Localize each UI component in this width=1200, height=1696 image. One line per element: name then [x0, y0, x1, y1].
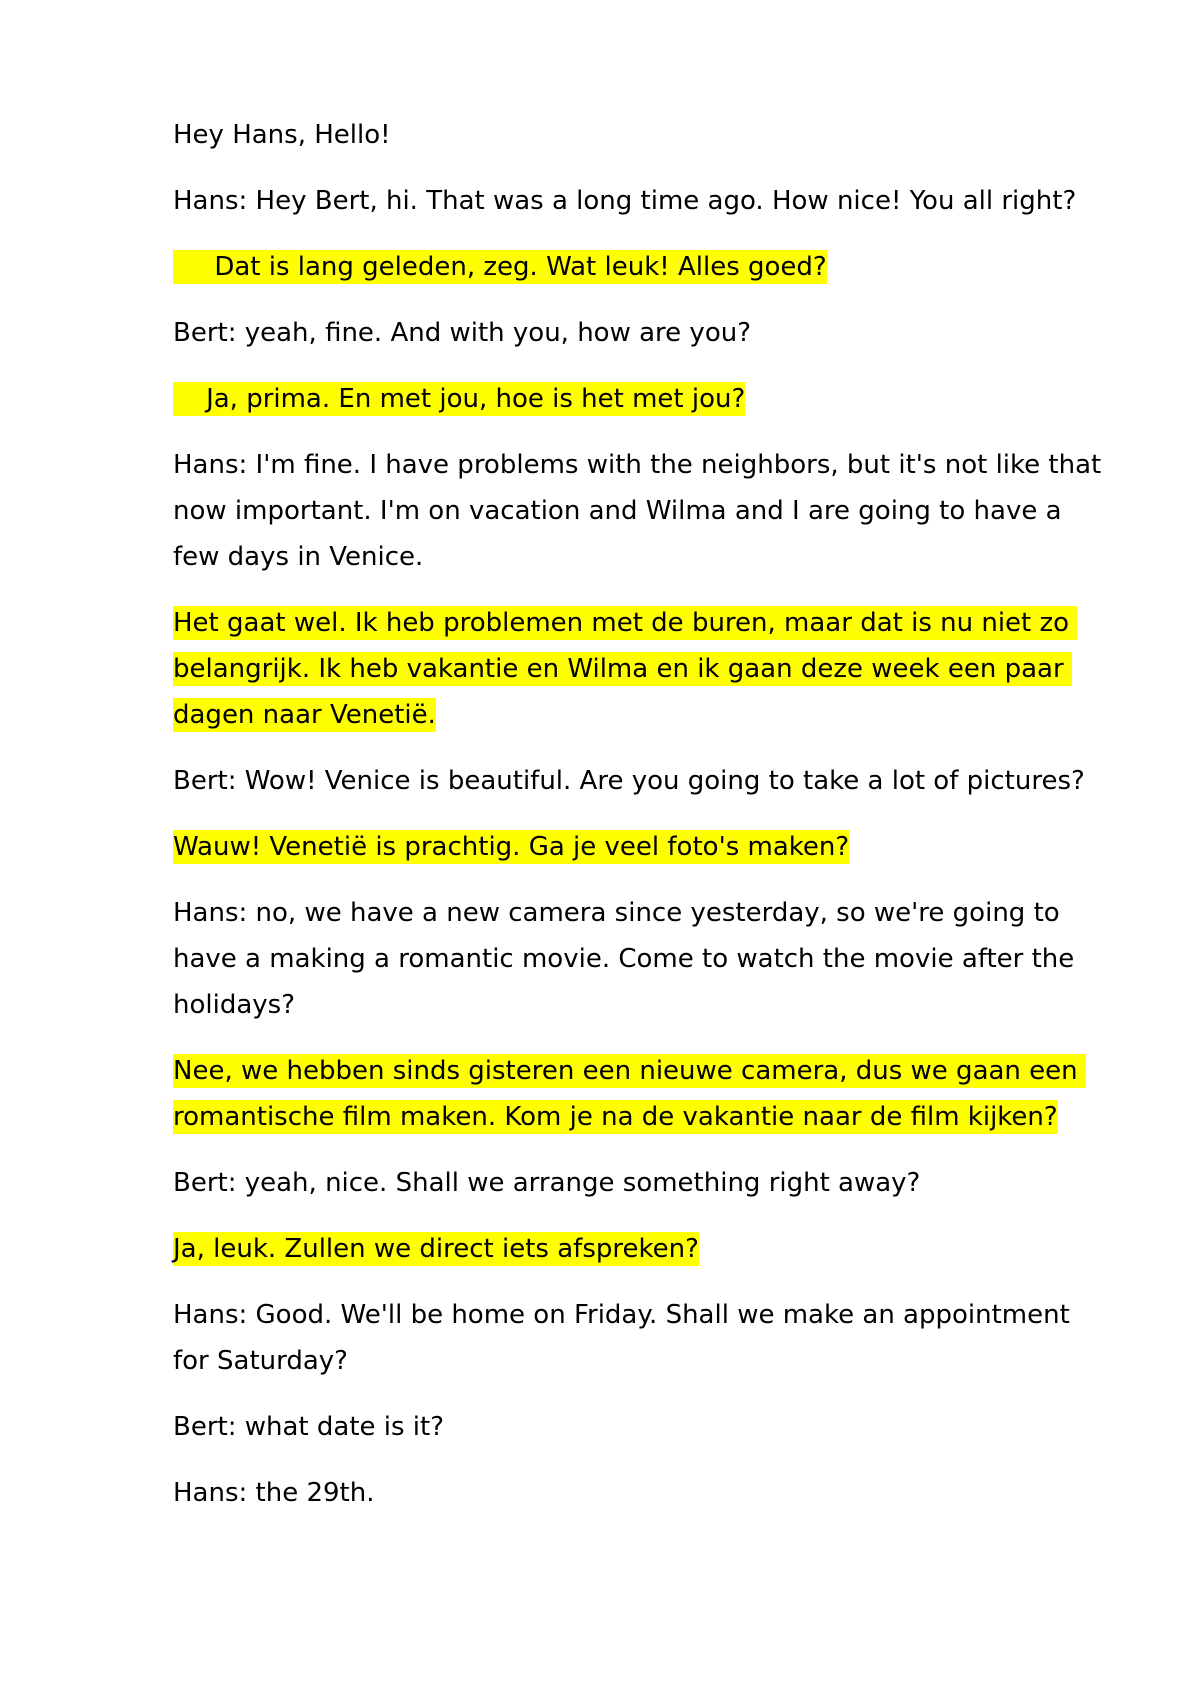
paragraph-english — [173, 442, 1113, 580]
paragraph-text: Hans: I'm fine. I have problems with the neighbors, but it's not like that now important. I'm on vacation and Wilma and I are going to have a few days in Venice. — [173, 450, 1110, 572]
highlighted-text: Dat is lang geleden, zeg. Wat leuk! Alles goed? — [173, 252, 827, 282]
paragraph-greeting — [173, 112, 1113, 158]
paragraph-text: Hans: no, we have a new camera since yesterday, so we're going to have a making a romantic movie. Come to watch the movie after the holidays? — [173, 898, 1083, 1020]
paragraph-english — [173, 178, 1113, 224]
paragraph-english — [173, 310, 1113, 356]
paragraph-english — [173, 1404, 1113, 1450]
paragraph-dutch-highlighted — [173, 1048, 1113, 1140]
paragraph-text: Hey Hans, Hello! — [173, 120, 391, 150]
paragraph-english — [173, 890, 1113, 1028]
paragraph-text: Hans: Hey Bert, hi. That was a long time ago. How nice! You all right? — [173, 186, 1077, 216]
paragraph-english — [173, 758, 1113, 804]
highlighted-text: Ja, prima. En met jou, hoe is het met jou? — [173, 384, 746, 414]
paragraph-text: Hans: Good. We'll be home on Friday. Shall we make an appointment for Saturday? — [173, 1300, 1079, 1376]
paragraph-english — [173, 1292, 1113, 1384]
highlighted-text: Het gaat wel. Ik heb problemen met de buren, maar dat is nu niet zo belangrijk. Ik heb vakantie en Wilma en ik gaan deze week een paar dagen naar Venetië. — [173, 608, 1078, 730]
paragraph-english — [173, 1160, 1113, 1206]
paragraph-dutch-highlighted — [173, 1226, 1113, 1272]
paragraph-text: Bert: yeah, nice. Shall we arrange something right away? — [173, 1168, 921, 1198]
paragraph-dutch-highlighted — [173, 244, 1113, 290]
highlighted-text: Wauw! Venetië is prachtig. Ga je veel foto's maken? — [173, 832, 850, 862]
paragraph-text: Bert: yeah, fine. And with you, how are you? — [173, 318, 752, 348]
highlighted-text: Ja, leuk. Zullen we direct iets afspreken? — [173, 1234, 699, 1264]
document-body — [173, 112, 1113, 1536]
paragraph-dutch-highlighted — [173, 824, 1113, 870]
paragraph-text: Bert: Wow! Venice is beautiful. Are you going to take a lot of pictures? — [173, 766, 1085, 796]
paragraph-english — [173, 1470, 1113, 1516]
highlighted-text: Nee, we hebben sinds gisteren een nieuwe camera, dus we gaan een romantische film maken. Kom je na de vakantie naar de film kijken? — [173, 1056, 1086, 1132]
paragraph-text: Bert: what date is it? — [173, 1412, 445, 1442]
paragraph-dutch-highlighted — [173, 376, 1113, 422]
paragraph-text: Hans: the 29th. — [173, 1478, 375, 1508]
paragraph-dutch-highlighted — [173, 600, 1113, 738]
